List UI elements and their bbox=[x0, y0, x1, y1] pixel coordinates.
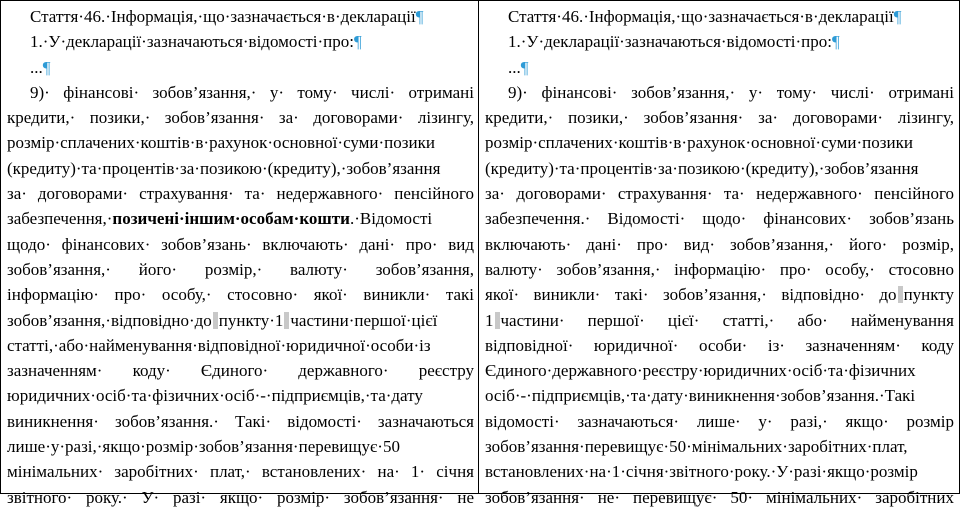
paragraph-line: включають· дані· про· вид· зобов’язання,· його· розмір, bbox=[485, 234, 954, 254]
paragraph-line: забезпечення.· Відомості· щодо· фінансових· зобов’язань bbox=[485, 209, 954, 229]
paragraph-line: щодо· фінансових· зобов’язань· включають· дані· про· вид bbox=[7, 234, 474, 254]
pilcrow-mark: ¶ bbox=[832, 32, 840, 52]
ellipsis-line: ...¶ bbox=[508, 57, 529, 77]
change-marker bbox=[213, 312, 218, 329]
paragraph-line: зазначенням· коду· Єдиного· державного· реєстру bbox=[7, 361, 474, 381]
left-column bbox=[1, 1, 479, 507]
paragraph-line: зобов’язання,· його· розмір,· валюту· зобов’язання, bbox=[7, 259, 474, 279]
paragraph-line: Єдиного·державного·реєстру·юридичних·осіб·та·фізичних bbox=[485, 361, 916, 381]
paragraph-line: (кредиту)·та·процентів·за·позикою·(кредиту),·зобов’язання bbox=[7, 158, 441, 178]
paragraph-line: забезпечення,·позичені·іншим·особам·кошти.·Відомості bbox=[7, 209, 433, 229]
bold-phrase: позичені·іншим·особам·кошти bbox=[112, 209, 350, 229]
paragraph-line: за· договорами· страхування· та· недержавного· пенсійного bbox=[7, 184, 474, 204]
paragraph-line: встановлених·на·1·січня·звітного·року.·У·разі·якщо·розмір bbox=[485, 462, 918, 482]
ellipsis-line: ...¶ bbox=[30, 57, 51, 77]
paragraph-line: 1 частини· першої· цієї· статті,· або· найменування bbox=[485, 310, 954, 330]
pilcrow-mark: ¶ bbox=[354, 32, 362, 52]
paragraph-line: кредити,· позики,· зобов’язання· за· договорами· лізингу, bbox=[485, 108, 954, 128]
paragraph-line: виникнення· зобов’язання.· Такі· відомості· зазначаються bbox=[7, 411, 474, 431]
paragraph-line: зобов’язання· не· перевищує· 50· мінімальних· заробітних bbox=[485, 487, 954, 507]
article-title: Стаття·46.·Інформація,·що·зазначається·в·декларації¶ bbox=[508, 7, 902, 26]
paragraph-line: зобов’язання,·відповідно·до пункту·1 частини·першої·цієї bbox=[7, 310, 438, 330]
paragraph-line: якої· виникли· такі· зобов’язання,· відповідно· до пункту bbox=[485, 285, 954, 305]
item-1: 1.·У·декларації·зазначаються·відомості·про:¶ bbox=[30, 32, 362, 52]
paragraph-line: розмір·сплачених·коштів·в·рахунок·основної·суми·позики bbox=[485, 133, 913, 153]
paragraph-line: статті,·або·найменування·відповідної·юридичної·особи·із bbox=[7, 335, 431, 355]
item-1: 1.·У·декларації·зазначаються·відомості·про:¶ bbox=[508, 32, 840, 52]
paragraph-line: інформацію· про· особу,· стосовно· якої· виникли· такі bbox=[7, 285, 474, 305]
paragraph-line: відомості· зазначаються· лише· у· разі,· якщо· розмір bbox=[485, 411, 954, 431]
pilcrow-mark: ¶ bbox=[893, 7, 902, 26]
paragraph-line: кредити,· позики,· зобов’язання· за· договорами· лізингу, bbox=[7, 108, 474, 128]
paragraph-line: 9)· фінансові· зобов’язання,· у· тому· числі· отримані bbox=[30, 82, 474, 102]
paragraph-line: розмір·сплачених·коштів·в·рахунок·основної·суми·позики bbox=[7, 133, 435, 153]
paragraph-line: 9)· фінансові· зобов’язання,· у· тому· числі· отримані bbox=[508, 82, 954, 102]
article-title: Стаття·46.·Інформація,·що·зазначається·в·декларації¶ bbox=[30, 7, 424, 26]
paragraph-line: лише·у·разі,·якщо·розмір·зобов’язання·перевищує·50 bbox=[7, 437, 400, 457]
pilcrow-mark: ¶ bbox=[42, 57, 51, 77]
paragraph-line: осіб·-·підприємців,·та·дату·виникнення·зобов’язання.·Такі bbox=[485, 386, 916, 406]
paragraph-line: мінімальних· заробітних· плат,· встановлених· на· 1· січня bbox=[7, 462, 474, 482]
right-column bbox=[479, 1, 958, 507]
pilcrow-mark: ¶ bbox=[415, 7, 424, 26]
paragraph-line: відповідної· юридичної· особи· із· зазначенням· коду bbox=[485, 335, 954, 355]
change-marker bbox=[495, 312, 500, 329]
paragraph-line: (кредиту)·та·процентів·за·позикою·(кредиту),·зобов’язання bbox=[485, 158, 919, 178]
change-marker bbox=[898, 286, 903, 303]
paragraph-line: звітного· року.· У· разі· якщо· розмір· зобов’язання· не bbox=[7, 487, 474, 507]
paragraph-line: валюту· зобов’язання,· інформацію· про· особу,· стосовно bbox=[485, 259, 954, 279]
paragraph-line: юридичних·осіб·та·фізичних·осіб·-·підприємців,·та·дату bbox=[7, 386, 423, 406]
change-marker bbox=[284, 312, 289, 329]
paragraph-line: за· договорами· страхування· та· недержавного· пенсійного bbox=[485, 184, 954, 204]
paragraph-line: зобов’язання·перевищує·50·мінімальних·заробітних·плат, bbox=[485, 437, 908, 457]
pilcrow-mark: ¶ bbox=[520, 57, 529, 77]
